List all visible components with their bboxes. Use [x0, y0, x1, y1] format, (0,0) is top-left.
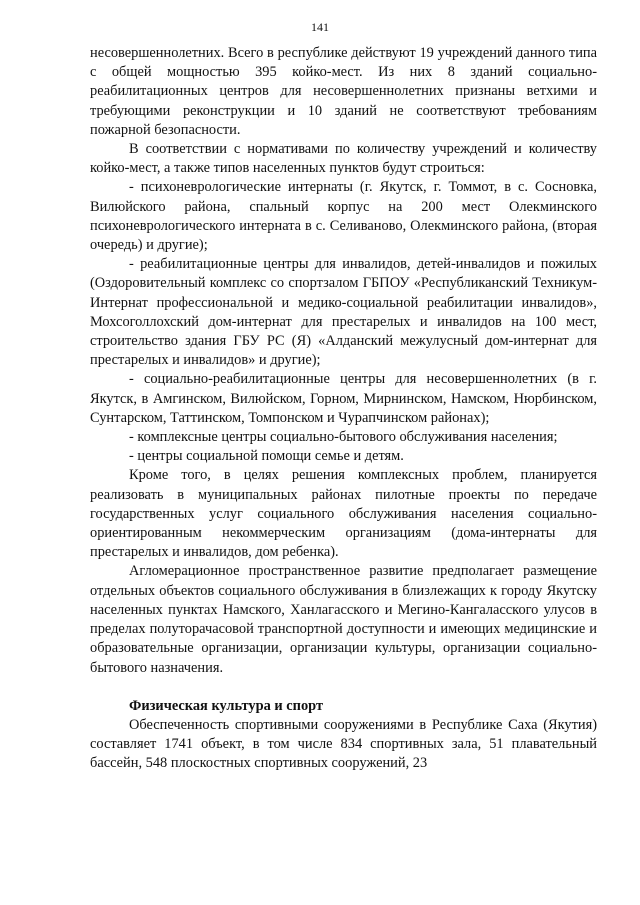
- paragraph: несовершеннолетних. Всего в республике действуют 19 учреждений данного типа с общей мощностью 395 койко-мест. Из них 8 зданий социально-реабилитационных центров для несовершеннолетних признаны ветхими и требующими реконструкции и 10 зданий не соответствуют требованиям пожарной безопасности.: [90, 45, 597, 138]
- section-spacer: [90, 678, 597, 697]
- paragraph: В соответствии с нормативами по количеству учреждений и количеству койко-мест, а также типов населенных пунктов будут строиться:: [90, 141, 597, 177]
- list-item: - реабилитационные центры для инвалидов, детей-инвалидов и пожилых (Оздоровительный комплекс со спортзалом ГБПОУ «Республиканский Техникум-Интернат профессиональной и медико-социальной реабилитации инвалидов», Мохсоголлохский дом-интернат для престарелых и инвалидов на 100 мест, строительство здания ГБУ РС (Я) «Алданский межулусный дом-интернат для престарелых и инвалидов» и другие);: [90, 256, 597, 369]
- paragraph: Агломерационное пространственное развитие предполагает размещение отдельных объектов социального обслуживания в близлежащих к городу Якутску населенных пунктах Намского, Ханлагасского и Мегино-Кангаласского улусов в пределах полуторачасовой транспортной доступности и имеющих медицинские и образовательные организации, организации культуры, организации социально-бытового назначения.: [90, 563, 597, 676]
- list-item: - психоневрологические интернаты (г. Якутск, г. Томмот, в с. Сосновка, Вилюйского района, спальный корпус на 200 мест Олекминского психоневрологического интерната в с. Селиваново, Олекминского района, (вторая очередь) и другие);: [90, 179, 597, 254]
- paragraph: Обеспеченность спортивными сооружениями в Республике Саха (Якутия) составляет 1741 объект, в том числе 834 спортивных зала, 51 плавательный бассейн, 548 плоскостных спортивных сооружений, 23: [90, 716, 597, 772]
- page-number: 141: [311, 20, 329, 34]
- list-item: - комплексные центры социально-бытового обслуживания населения;: [129, 429, 558, 446]
- document-body: [90, 44, 597, 774]
- list-item: - социально-реабилитационные центры для несовершеннолетних (в г. Якутск, в Амгинском, Вилюйском, Горном, Мирнинском, Намском, Нюрбинском, Сунтарском, Таттинском, Томпонском и Чурапчинском районах);: [90, 371, 597, 426]
- section-heading: Физическая культура и спорт: [129, 697, 324, 714]
- paragraph: Кроме того, в целях решения комплексных проблем, планируется реализовать в муниципальных районах пилотные проекты по передаче государственных услуг социального обслуживания населения социально-ориентированным некоммерческим организациям (дома-интернаты для престарелых и инвалидов, дом ребенка).: [90, 467, 597, 561]
- list-item: - центры социальной помощи семье и детям.: [129, 448, 404, 465]
